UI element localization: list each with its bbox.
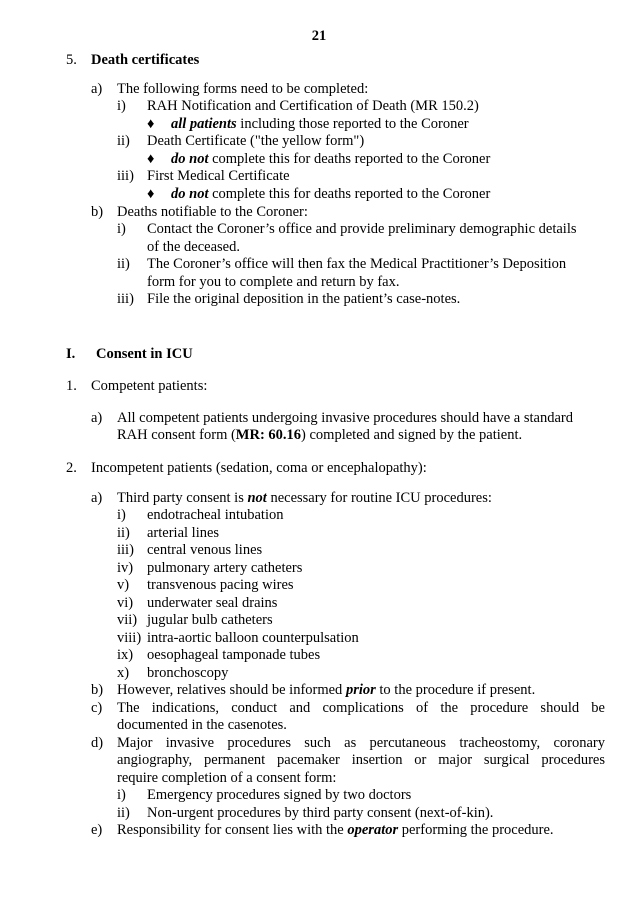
list-marker: vi) [117, 595, 134, 611]
text-run: Third party consent is [117, 490, 248, 506]
list-item-text [117, 682, 535, 699]
emphasis: not [247, 490, 267, 506]
form-code: MR: 60.16 [235, 427, 302, 443]
bullet-text [171, 116, 469, 133]
list-marker: c) [91, 700, 103, 716]
section-title: Death certificates [91, 52, 200, 68]
text-run: Responsibility for consent lies with the [117, 822, 348, 838]
procedure-item: arterial lines [147, 525, 220, 541]
procedure-item: intra-aortic balloon counterpulsation [147, 630, 359, 646]
procedure-item: central venous lines [147, 542, 263, 558]
list-marker: ii) [117, 256, 130, 272]
list-item-text: The following forms need to be completed: [117, 81, 369, 97]
list-item-text: RAH Notification and Certification of Death (MR 150.2) [147, 98, 479, 114]
list-item-text: Contact the Coroner’s office and provide preliminary demographic details [147, 221, 577, 237]
text-run: to the procedure if present. [375, 682, 536, 698]
item-text: Incompetent patients (sedation, coma or encephalopathy): [91, 460, 427, 476]
page-number: 21 [311, 28, 327, 44]
list-item-text [117, 490, 492, 507]
procedure-item: pulmonary artery catheters [147, 560, 303, 576]
list-marker: d) [91, 735, 104, 751]
list-marker: ii) [117, 133, 130, 149]
bullet-text [171, 186, 490, 203]
list-item-text: Emergency procedures signed by two doctors [147, 787, 412, 803]
list-item-text: File the original deposition in the patient’s case-notes. [147, 291, 461, 307]
list-marker: iii) [117, 542, 134, 558]
procedure-item: oesophageal tamponade tubes [147, 647, 321, 663]
list-item-text: angiography, permanent pacemaker insertion or major surgical procedures [117, 752, 605, 768]
text-run: necessary for routine ICU procedures: [266, 490, 492, 506]
list-item-text [117, 822, 554, 839]
list-marker: ii) [117, 525, 130, 541]
emphasis: do not [171, 186, 209, 202]
list-marker: iv) [117, 560, 134, 576]
list-marker: ix) [117, 647, 134, 663]
list-marker: b) [91, 682, 104, 698]
procedure-item: jugular bulb catheters [147, 612, 273, 628]
bullet-rest: complete this for deaths reported to the Coroner [208, 151, 491, 167]
procedure-item: bronchoscopy [147, 665, 229, 681]
list-marker: i) [117, 98, 126, 114]
list-marker: a) [91, 81, 103, 97]
list-item-text: Death Certificate ("the yellow form") [147, 133, 365, 149]
list-marker: i) [117, 507, 126, 523]
list-marker: viii) [117, 630, 142, 646]
list-item-text: First Medical Certificate [147, 168, 290, 184]
list-item-text: require completion of a consent form: [117, 770, 337, 786]
diamond-bullet-icon: ♦ [147, 151, 155, 167]
emphasis: prior [345, 682, 376, 698]
emphasis: all patients [171, 116, 237, 132]
list-item-text: The Coroner’s office will then fax the Medical Practitioner’s Deposition [147, 256, 567, 272]
list-item-text: form for you to complete and return by fax. [147, 274, 400, 290]
list-marker: e) [91, 822, 103, 838]
diamond-bullet-icon: ♦ [147, 186, 155, 202]
item-text: Competent patients: [91, 378, 208, 394]
list-item-text [117, 427, 522, 444]
procedure-item: endotracheal intubation [147, 507, 284, 523]
list-marker: iii) [117, 291, 134, 307]
list-marker: a) [91, 490, 103, 506]
item-number: 2. [66, 460, 77, 476]
list-marker: x) [117, 665, 130, 681]
list-marker: vii) [117, 612, 138, 628]
bullet-rest: complete this for deaths reported to the Coroner [208, 186, 491, 202]
section-marker: I. [66, 346, 76, 362]
bullet-text [171, 151, 490, 168]
diamond-bullet-icon: ♦ [147, 116, 155, 132]
text-run: ) completed and signed by the patient. [301, 427, 523, 443]
item-number: 1. [66, 378, 77, 394]
emphasis: operator [347, 822, 399, 838]
list-item-text: of the deceased. [147, 239, 240, 255]
list-marker: a) [91, 410, 103, 426]
text-run: However, relatives should be informed [117, 682, 346, 698]
section-title: Consent in ICU [96, 346, 193, 362]
list-marker: i) [117, 787, 126, 803]
bullet-rest: including those reported to the Coroner [236, 116, 469, 132]
list-item-text: documented in the casenotes. [117, 717, 287, 733]
list-item-text: All competent patients undergoing invasive procedures should have a standard [117, 410, 573, 426]
text-run: performing the procedure. [398, 822, 554, 838]
list-item-text: Non-urgent procedures by third party consent (next-of-kin). [147, 805, 494, 821]
text-run: RAH consent form ( [117, 427, 236, 443]
list-marker: ii) [117, 805, 130, 821]
section-number: 5. [66, 52, 77, 68]
list-marker: i) [117, 221, 126, 237]
list-item-text: Major invasive procedures such as percutaneous tracheostomy, coronary [117, 735, 605, 751]
procedure-item: underwater seal drains [147, 595, 278, 611]
list-marker: iii) [117, 168, 134, 184]
list-item-text: The indications, conduct and complications of the procedure should be [117, 700, 605, 716]
procedure-item: transvenous pacing wires [147, 577, 294, 593]
emphasis: do not [171, 151, 209, 167]
list-marker: v) [117, 577, 130, 593]
list-marker: b) [91, 204, 104, 220]
list-item-text: Deaths notifiable to the Coroner: [117, 204, 308, 220]
